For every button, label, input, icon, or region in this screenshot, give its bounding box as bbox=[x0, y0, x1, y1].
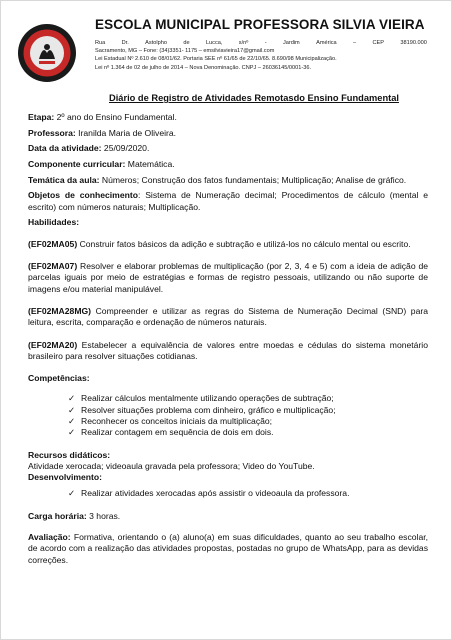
habilidade-text: Resolver e elaborar problemas de multiplicação (por 2, 3, 4 e 5) com a ideia de adição de parcelas iguais por meio de estratégias e formas de registro pessoais, utilizando ou não suporte de imagens e/ou material manipulável. bbox=[28, 261, 428, 294]
address-part: s/nº bbox=[238, 40, 249, 46]
objetos-value: : Sistema de Numeração decimal; Procedimentos de cálculo (mental e escrito) com números naturais; Multiplicação. bbox=[28, 190, 428, 212]
habilidade-text: Construir fatos básicos da adição e subtração e utilizá-los no cálculo mental ou escrito. bbox=[77, 238, 411, 249]
avaliacao-value: Formativa, orientando o (a) aluno(a) em suas dificuldades, quanto ao seu trabalho escolar, de acordo com a realização das atividades propostas, postadas no grupo de WhatsApp, para as devidas correções. bbox=[28, 532, 428, 565]
avaliacao-row bbox=[28, 532, 428, 566]
carga-row bbox=[28, 511, 428, 522]
etapa-value: 2º ano do Ensino Fundamental. bbox=[54, 112, 177, 122]
competencias-list bbox=[28, 393, 428, 438]
address-line-1 bbox=[95, 40, 427, 47]
address-part: Jardim bbox=[282, 40, 300, 46]
address-part: Astolpho bbox=[145, 40, 167, 46]
address-part: - bbox=[264, 40, 267, 46]
habilidade-item bbox=[28, 340, 428, 363]
address-line-2: Sacramento, MG – Fone: (34)3351- 1175 – emsilviavieira17@gmail.com bbox=[95, 48, 275, 54]
etapa-row bbox=[28, 112, 428, 123]
habilidade-code: (EF02MA07) bbox=[28, 261, 78, 272]
habilidade-code: (EF02MA05) bbox=[28, 238, 78, 249]
professora-label: Professora: bbox=[28, 127, 76, 138]
address-part: 38190.000 bbox=[400, 40, 427, 46]
recursos-value: Atividade xerocada; videoaula gravada pela professora; Video do YouTube. bbox=[28, 460, 315, 471]
address-line-4: Lei nº 1.364 de 02 de julho de 2014 – Nova Denominação. CNPJ – 26036145/0001-36. bbox=[95, 65, 312, 71]
professora-row bbox=[28, 128, 428, 139]
document-title: Diário de Registro de Atividades Remotasdo Ensino Fundamental bbox=[109, 93, 399, 103]
competencia-item bbox=[68, 416, 428, 427]
habilidades-heading: Habilidades: bbox=[28, 217, 80, 228]
habilidade-item bbox=[28, 261, 428, 295]
data-label: Data da atividade: bbox=[28, 143, 102, 154]
document-body bbox=[28, 112, 428, 566]
check-icon: ✓ bbox=[68, 404, 76, 415]
habilidade-code: (EF02MA28MG) bbox=[28, 305, 92, 316]
school-logo bbox=[17, 23, 77, 83]
tematica-label: Temática da aula: bbox=[28, 174, 100, 185]
componente-label: Componente curricular: bbox=[28, 159, 126, 170]
check-icon: ✓ bbox=[68, 488, 76, 499]
data-row bbox=[28, 143, 428, 154]
componente-value: Matemática. bbox=[125, 159, 175, 170]
check-icon: ✓ bbox=[68, 393, 76, 404]
componente-row bbox=[28, 159, 428, 170]
address-part: Dr. bbox=[121, 40, 129, 46]
competencia-text: Resolver situações problema com dinheiro, gráfico e multiplicação; bbox=[81, 404, 336, 415]
objetos-label: Objetos de conhecimento bbox=[28, 190, 138, 201]
address-line-3: Lei Estadual Nº 2.610 de 08/01/62. Portaria SEE nº 61/65 de 22/10/65. 8.690/98 Municipalização. bbox=[95, 56, 337, 62]
habilidade-item bbox=[28, 306, 428, 329]
desenvolvimento-heading: Desenvolvimento: bbox=[28, 472, 103, 483]
desenvolvimento-item bbox=[68, 488, 428, 499]
competencia-item bbox=[68, 393, 428, 404]
address-part: América bbox=[316, 40, 337, 46]
avaliacao-label: Avaliação: bbox=[28, 532, 71, 543]
objetos-row bbox=[28, 190, 428, 213]
address-part: Rua bbox=[95, 40, 106, 46]
habilidade-item bbox=[28, 239, 428, 250]
competencia-text: Reconhecer os conceitos iniciais da multiplicação; bbox=[81, 415, 273, 426]
carga-value: 3 horas. bbox=[86, 510, 121, 521]
competencia-item bbox=[68, 427, 428, 438]
tematica-row bbox=[28, 175, 428, 186]
recursos-heading: Recursos didáticos: bbox=[28, 449, 111, 460]
competencia-text: Realizar contagem em sequência de dois em dois. bbox=[81, 427, 274, 438]
desenvolvimento-text: Realizar atividades xerocadas após assistir o videoaula da professora. bbox=[81, 488, 350, 499]
habilidade-text: Compreender e utilizar as regras do Sistema de Numeração Decimal (SND) para leitura, escrita, comparação e ordenação de números naturais. bbox=[28, 305, 428, 328]
professora-value: Iranilda Maria de Oliveira. bbox=[75, 127, 177, 138]
desenvolvimento-list bbox=[28, 488, 428, 499]
competencias-heading: Competências: bbox=[28, 373, 90, 384]
data-value: 25/09/2020. bbox=[101, 143, 150, 154]
school-name: ESCOLA MUNICIPAL PROFESSORA SILVIA VIEIRA bbox=[95, 17, 425, 32]
etapa-label: Etapa: bbox=[28, 112, 55, 122]
check-icon: ✓ bbox=[68, 427, 76, 438]
carga-label: Carga horária: bbox=[28, 510, 87, 521]
check-icon: ✓ bbox=[68, 415, 76, 426]
tematica-value: Números; Construção dos fatos fundamentais; Multiplicação; Analise de gráfico. bbox=[99, 174, 407, 185]
competencia-item bbox=[68, 405, 428, 416]
competencia-text: Realizar cálculos mentalmente utilizando operações de subtração; bbox=[81, 393, 334, 404]
address-part: CEP bbox=[372, 40, 385, 46]
address-part: – bbox=[353, 40, 357, 46]
habilidade-text: Estabelecer a equivalência de valores entre moedas e cédulas do sistema monetário brasileiro para resolver situações cotidianas. bbox=[28, 339, 428, 361]
address-part: de bbox=[183, 40, 190, 46]
address-part: Lucca, bbox=[205, 40, 223, 46]
habilidade-code: (EF02MA20) bbox=[28, 339, 78, 350]
